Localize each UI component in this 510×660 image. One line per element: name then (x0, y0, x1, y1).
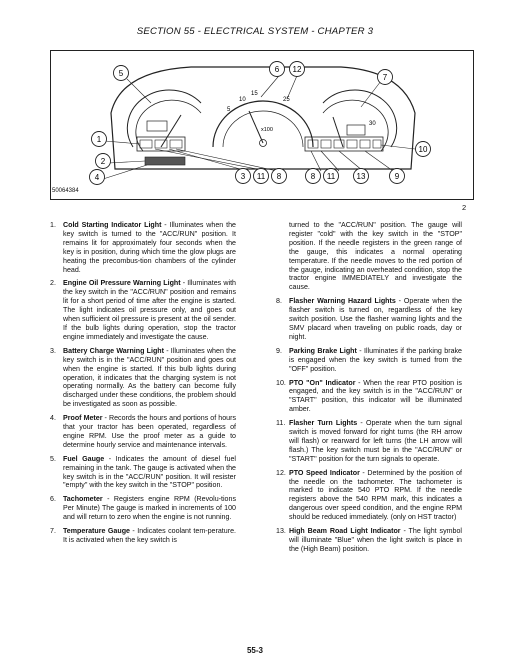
callout-label: 8 (310, 172, 316, 181)
parking-brake-icon (360, 140, 370, 148)
callout-label: 5 (118, 69, 124, 78)
tick-label: 10 (239, 97, 246, 103)
callout-6 (270, 62, 285, 77)
battery-icon (170, 140, 182, 148)
tick-label: 5 (227, 107, 231, 113)
callout-12 (290, 62, 305, 77)
right-indicator-panel (305, 137, 383, 151)
list-item: turned to the "ACC/RUN" position. The gauge will register "cold" with the key switch in the "STOP" position. If the needle registers in the green range of the gauge, this indicates a normal operating temperature. If the needle moves to the red portion of the gauge, indicating an overheated condition, stop the tractor engine IMMEDIATELY and investigate the cause. (289, 221, 462, 292)
callout-9 (390, 169, 405, 184)
callout-11 (254, 169, 269, 184)
callout-8b (306, 169, 321, 184)
callout-10 (416, 142, 431, 157)
callout-label: 3 (240, 172, 246, 181)
list-item: 11. Flasher Turn Lights - Operate when the turn signal switch is moved forward for right turns (the RH arrow will flash) or rearward for left turns (the LH arrow will flash.) The key switch must be in the "ACC/RUN" or "START" position for the turn signals to operate. (276, 419, 462, 463)
list-item: 13. High Beam Road Light Indicator - The light symbol will illuminate "Blue" when the light switch is place in the (High Beam) position. (276, 527, 462, 553)
callout-label: 9 (394, 172, 400, 181)
callout-label: 4 (94, 173, 100, 182)
fuel-gauge (127, 90, 201, 151)
list-item: 10. PTO "On" Indicator - When the rear PTO position is engaged, and the key switch is in the "ACC/RUN" or "START" position, this indicator will be illuminated amber. (276, 378, 462, 414)
callout-11b (324, 169, 339, 184)
tick-label: 15 (251, 91, 258, 97)
list-item: 2. Engine Oil Pressure Warning Light - Illuminates with the key switch in the "ACC/RUN" position and remains lit for a short period of time after the engine is started. The light indicates oil pressure only, and goes out when sufficient oil pressure is present at the oil sender. If the bulb lights during operation, stop the tractor engine immediately and investigate the cause. (50, 279, 236, 341)
list-item: 4. Proof Meter - Records the hours and portions of hours that your tractor has been operated, regardless of engine RPM. Use the proof meter as a guide to determine hourly service and maintenance intervals. (50, 414, 236, 449)
pto-icon (347, 140, 357, 148)
list-item: 3. Battery Charge Warning Light - Illuminates when the key switch is in the "ACC/RUN" position and goes out when the engine is started. If this bulb lights during operation, it indicates that the charging system is not operating normally. As the battery can become fully discharged under these conditions, the problem should be investigated as soon as possible. (50, 346, 236, 409)
hour-meter-display (145, 157, 185, 165)
callout-label: 7 (382, 73, 388, 82)
callout-2 (96, 154, 111, 169)
callout-7 (378, 70, 393, 85)
instrument-cluster-figure (50, 50, 474, 200)
right-column (276, 221, 462, 559)
glow-plug-icon (140, 140, 152, 148)
temp-label: 30 (369, 121, 376, 127)
tick-label: 25 (283, 97, 290, 103)
callout-8 (272, 169, 287, 184)
list-item: 7. Temperature Gauge - Indicates coolant tem-perature. It is activated when the key switch is (50, 527, 237, 544)
callout-label: 11 (256, 172, 266, 181)
hazard-icon (321, 140, 331, 148)
list-item: 1. Cold Starting Indicator Light - Illuminates when the key switch is turned to the "ACC/RUN" position. It remains lit for approximately four seconds when the key is in position, during which time the glow plugs are heating the precombus-tion chambers of the cylinder head. (50, 221, 236, 274)
callout-3 (236, 169, 251, 184)
callout-label: 13 (356, 172, 366, 181)
callout-5 (114, 66, 129, 81)
left-column (50, 221, 236, 550)
scale-label: x100 (261, 127, 273, 133)
cluster-housing (111, 67, 415, 169)
tachometer (213, 91, 313, 147)
list-item: 5. Fuel Gauge - Indicates the amount of diesel fuel remaining in the tank. The gauge is activated when the key switch is in the "ACC/RUN" position. It will resister "empty" with the key switch in the "STOP" position. (50, 454, 236, 490)
list-item: 8. Flasher Warning Hazard Lights - Operate when the flasher switch is turned on, regardless of the key switch position. Use the flasher warning lights and the SMV placard when traveling on public roads, day or night. (276, 297, 463, 341)
callout-label: 10 (418, 145, 428, 154)
callout-4 (90, 170, 105, 185)
list-item: 12. PTO Speed Indicator - Determined by the position of the needle on the tachometer. The tachometer is marked to indicate 540 PTO RPM. If the needle registers above the 540 RPM mark, this indicates a dangerous over speed condition, and the engine RPM should be reduced immediately. (only on HST tractor) (276, 468, 463, 522)
figure-id: 50064384 (52, 188, 79, 194)
page-header: SECTION 55 - ELECTRICAL SYSTEM - CHAPTER 3 (136, 26, 374, 37)
callout-13 (354, 169, 369, 184)
instrument-cluster-drawing (51, 51, 473, 199)
callout-label: 6 (274, 65, 280, 74)
page-number: 55-3 (246, 646, 263, 655)
callout-1 (92, 132, 107, 147)
right-arrow-icon (373, 140, 381, 148)
list-item: 9. Parking Brake Light - Illuminates if the parking brake is engaged when the key switch is turned from the "OFF" position. (276, 346, 463, 373)
callout-label: 1 (96, 135, 102, 144)
callout-label: 8 (276, 172, 282, 181)
callout-label: 12 (292, 65, 302, 74)
list-item: 6. Tachometer - Registers engine RPM (Revolu-tions Per Minute) The gauge is marked in increments of 100 and will return to zero when the engine is not running. (50, 495, 236, 522)
callout-label: 11 (326, 172, 336, 181)
callout-label: 2 (100, 157, 106, 166)
figure-number: 2 (462, 203, 467, 212)
